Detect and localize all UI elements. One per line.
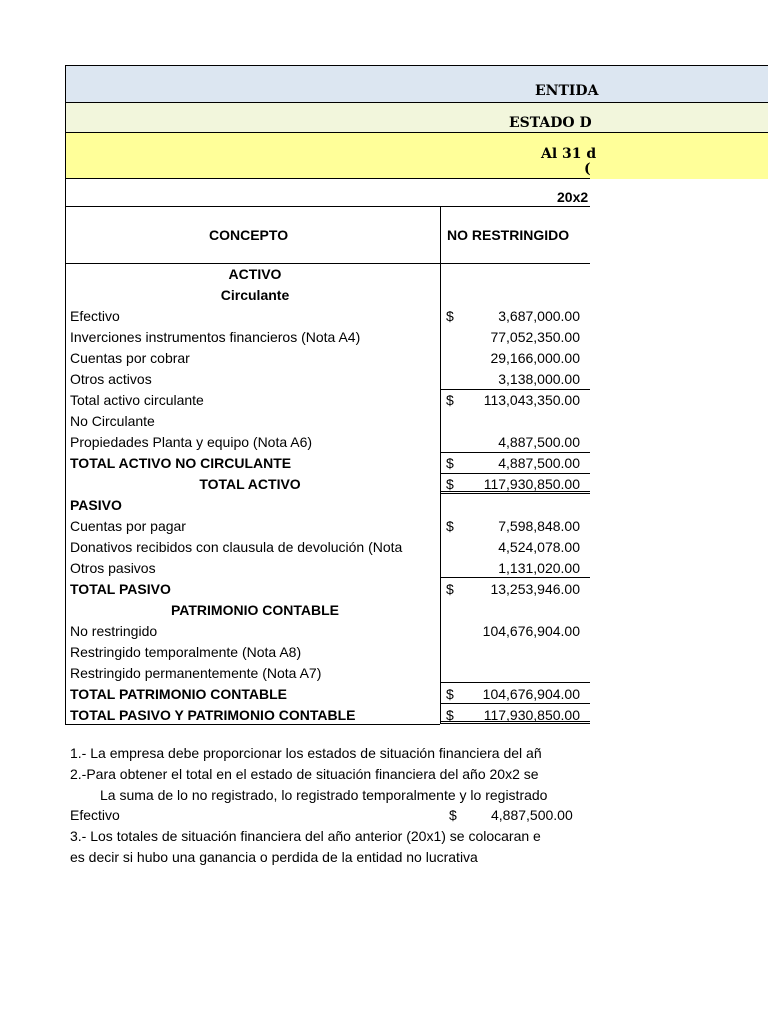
row-patrimonio-contable: PATRIMONIO CONTABLE xyxy=(171,602,339,618)
row-activo: ACTIVO xyxy=(228,266,282,282)
note-1: 1.- La empresa debe proporcionar los estados de situación financiera del añ xyxy=(70,745,542,761)
row-otros-pasivos: Otros pasivos 1,131,020.00 xyxy=(70,560,580,576)
row-cuentas-por-pagar: Cuentas por pagar $ 7,598,848.00 xyxy=(70,518,580,534)
row-circulante: Circulante xyxy=(220,287,290,303)
column-header-concept: CONCEPTO xyxy=(209,227,289,243)
entity-title: ENTIDA xyxy=(535,83,599,99)
row-restringido-permanentemente: Restringido permanentemente (Nota A7) xyxy=(70,665,322,681)
row-otros-activos: Otros activos 3,138,000.00 xyxy=(70,371,580,387)
row-no-circulante: No Circulante xyxy=(70,413,155,429)
row-total-pasivo-patrimonio: TOTAL PASIVO Y PATRIMONIO CONTABLE $ 117,930,850.00 xyxy=(70,707,580,723)
row-pasivo: PASIVO xyxy=(70,497,122,513)
row-total-activo-circulante: Total activo circulante $ 113,043,350.00 xyxy=(70,392,580,408)
note-efectivo-currency: $ xyxy=(449,807,457,823)
row-no-restringido: No restringido 104,676,904.00 xyxy=(70,623,580,639)
row-total-activo-no-circulante: TOTAL ACTIVO NO CIRCULANTE $ 4,887,500.00 xyxy=(70,455,580,471)
note-3: 3.- Los totales de situación financiera del año anterior (20x1) se colocaran e xyxy=(70,828,541,844)
row-restringido-temporalmente: Restringido temporalmente (Nota A8) xyxy=(70,644,302,660)
note-efectivo-label: Efectivo xyxy=(70,807,120,823)
statement-title: ESTADO D xyxy=(509,115,592,131)
year-label: 20x2 xyxy=(557,189,589,205)
date-line-2: ( xyxy=(584,161,591,177)
date-line-1: Al 31 d xyxy=(541,146,597,162)
note-efectivo-amount: 4,887,500.00 xyxy=(491,807,573,823)
row-donativos: Donativos recibidos con clausula de devolución (Nota 4,524,078.00 xyxy=(70,539,580,555)
note-3b: es decir si hubo una ganancia o perdida de la entidad no lucrativa xyxy=(70,849,478,865)
table-left-border xyxy=(65,65,66,724)
row-cuentas-por-cobrar: Cuentas por cobrar 29,166,000.00 xyxy=(70,350,580,366)
row-total-patrimonio: TOTAL PATRIMONIO CONTABLE $ 104,676,904.00 xyxy=(70,686,580,702)
row-inversiones: Inverciones instrumentos financieros (Nota A4) 77,052,350.00 xyxy=(70,329,580,345)
row-total-pasivo: TOTAL PASIVO $ 13,253,946.00 xyxy=(70,581,580,597)
note-2: 2.-Para obtener el total en el estado de situación financiera del año 20x2 se xyxy=(70,766,539,782)
row-propiedades: Propiedades Planta y equipo (Nota A6) 4,887,500.00 xyxy=(70,434,580,450)
column-header-unrestricted: NO RESTRINGIDO xyxy=(447,227,570,243)
note-2b: La suma de lo no registrado, lo registrado temporalmente y lo registrado xyxy=(100,787,548,803)
row-total-activo: TOTAL ACTIVO $ 117,930,850.00 xyxy=(199,476,580,492)
row-efectivo: Efectivo $ 3,687,000.00 xyxy=(70,308,580,324)
